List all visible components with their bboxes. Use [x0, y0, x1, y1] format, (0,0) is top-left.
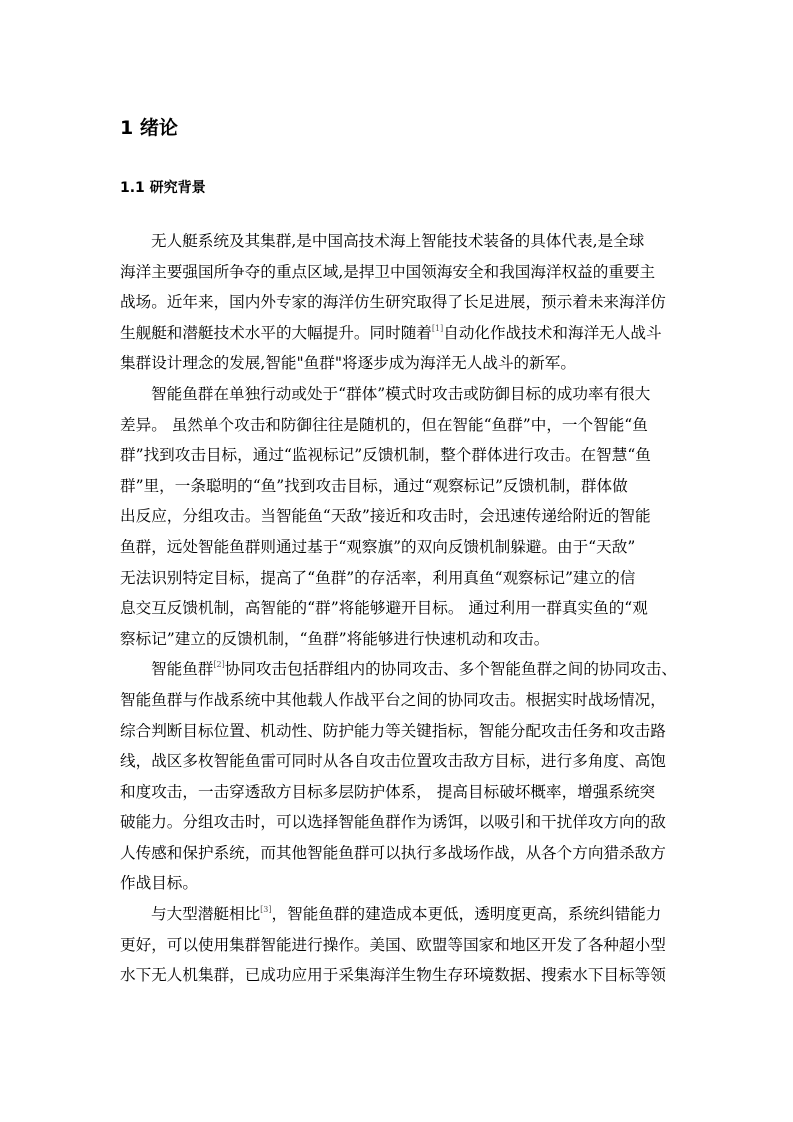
text-line — [120, 471, 680, 502]
paragraph — [120, 654, 680, 899]
line-text: 线，战区多枚智能鱼雷可同时从各自攻击位置攻击敌方目标，进行多角度、高饱 — [120, 752, 666, 771]
line-text: 群”里，一条聪明的“鱼”找到攻击目标，通过“观察标记”反馈机制，群体做 — [120, 476, 628, 495]
text-line — [120, 318, 680, 349]
text-line — [120, 440, 680, 471]
line-text: 综合判断目标位置、机动性、防护能力等关键指标，智能分配攻击任务和攻击路 — [120, 721, 666, 740]
line-text: 海洋主要强国所争夺的重点区域,是捍卫中国领海安全和我国海洋权益的重要主 — [120, 262, 656, 281]
section-title: 1.1 研究背景 — [120, 180, 206, 196]
citation-marker[interactable]: [1] — [431, 323, 444, 333]
paragraph — [120, 899, 680, 991]
text-line — [120, 379, 680, 410]
text-line — [120, 746, 680, 777]
citation-marker[interactable]: [3] — [260, 905, 272, 915]
line-text: 息交互反馈机制，高智能的“群”将能够避开目标。 通过利用一群真实鱼的“观 — [120, 599, 648, 618]
line-text: 智能鱼群 — [151, 660, 214, 679]
text-line — [120, 654, 680, 685]
text-line — [120, 624, 680, 655]
text-line — [120, 287, 680, 318]
paragraph — [120, 379, 680, 654]
text-line — [120, 716, 680, 747]
line-text: 人传感和保护系统，而其他智能鱼群可以执行多战场作战，从各个方向猎杀敌方 — [120, 843, 666, 862]
text-line — [120, 807, 680, 838]
text-line — [120, 501, 680, 532]
text-line — [120, 410, 680, 441]
line-text: 作战目标。 — [120, 874, 198, 893]
text-line — [120, 257, 680, 288]
line-text: 察标记”建立的反馈机制，“鱼群”将能够进行快速机动和攻击。 — [120, 629, 550, 648]
paragraph — [120, 226, 680, 379]
line-text: 自动化作战技术和海洋无人战斗 — [443, 323, 662, 342]
line-text: 无法识别特定目标，提高了“鱼群”的存活率，利用真鱼“观察标记”建立的信 — [120, 568, 636, 587]
line-text: 无人艇系统及其集群,是中国高技术海上智能技术装备的具体代表,是全球 — [151, 232, 645, 250]
line-text: 破能力。分组攻击时，可以选择智能鱼群作为诱饵，以吸引和干扰佯攻方向的敌 — [120, 813, 666, 832]
text-line — [120, 348, 680, 379]
line-text: 和度攻击，一击穿透敌方目标多层防护体系， 提高目标破坏概率，增强系统突 — [120, 782, 656, 801]
line-text: 战场。近年来，国内外专家的海洋仿生研究取得了长足进展，预示着未来海洋仿 — [120, 293, 666, 312]
line-text: 智能鱼群与作战系统中其他载人作战平台之间的协同攻击。根据实时战场情况， — [120, 690, 666, 709]
line-text: 智能鱼群在单独行动或处于“群体”模式时攻击或防御目标的成功率有很大 — [151, 384, 651, 403]
line-text: 协同攻击包括群组内的协同攻击、多个智能鱼群之间的协同攻击、 — [224, 660, 677, 679]
citation-marker[interactable]: [2] — [213, 660, 225, 670]
text-line — [120, 532, 680, 563]
line-text: 群”找到攻击目标，通过“监视标记”反馈机制，整个群体进行攻击。在智慧“鱼 — [120, 446, 651, 465]
text-line — [120, 960, 680, 991]
text-line — [120, 899, 680, 930]
line-text: 水下无人机集群，已成功应用于采集海洋生物生存环境数据、搜索水下目标等领 — [120, 966, 666, 985]
text-line — [120, 868, 680, 899]
body-text — [120, 226, 680, 991]
text-line — [120, 226, 680, 257]
line-text: 生舰艇和潜艇技术水平的大幅提升。同时随着 — [120, 323, 432, 342]
line-text: 集群设计理念的发展,智能"鱼群"将逐步成为海洋无人战斗的新军。 — [120, 354, 576, 373]
line-text: 更好，可以使用集群智能进行操作。美国、欧盟等国家和地区开发了各种超小型 — [120, 935, 666, 954]
chapter-title: 1 绪论 — [120, 117, 178, 139]
text-line — [120, 593, 680, 624]
line-text: 差异。 虽然单个攻击和防御往往是随机的，但在智能“鱼群”中，一个智能“鱼 — [120, 415, 648, 434]
text-line — [120, 930, 680, 961]
line-text: 出反应，分组攻击。当智能鱼“天敌”接近和攻击时，会迅速传递给附近的智能 — [120, 507, 651, 526]
line-text: 鱼群，远处智能鱼群则通过基于“观察旗”的双向反馈机制躲避。由于“天敌” — [120, 537, 636, 556]
text-line — [120, 838, 680, 869]
line-text: ，智能鱼群的建造成本更低，透明度更高，系统纠错能力 — [271, 905, 662, 924]
line-text: 与大型潜艇相比 — [151, 905, 261, 924]
text-line — [120, 563, 680, 594]
text-line — [120, 685, 680, 716]
text-line — [120, 777, 680, 808]
